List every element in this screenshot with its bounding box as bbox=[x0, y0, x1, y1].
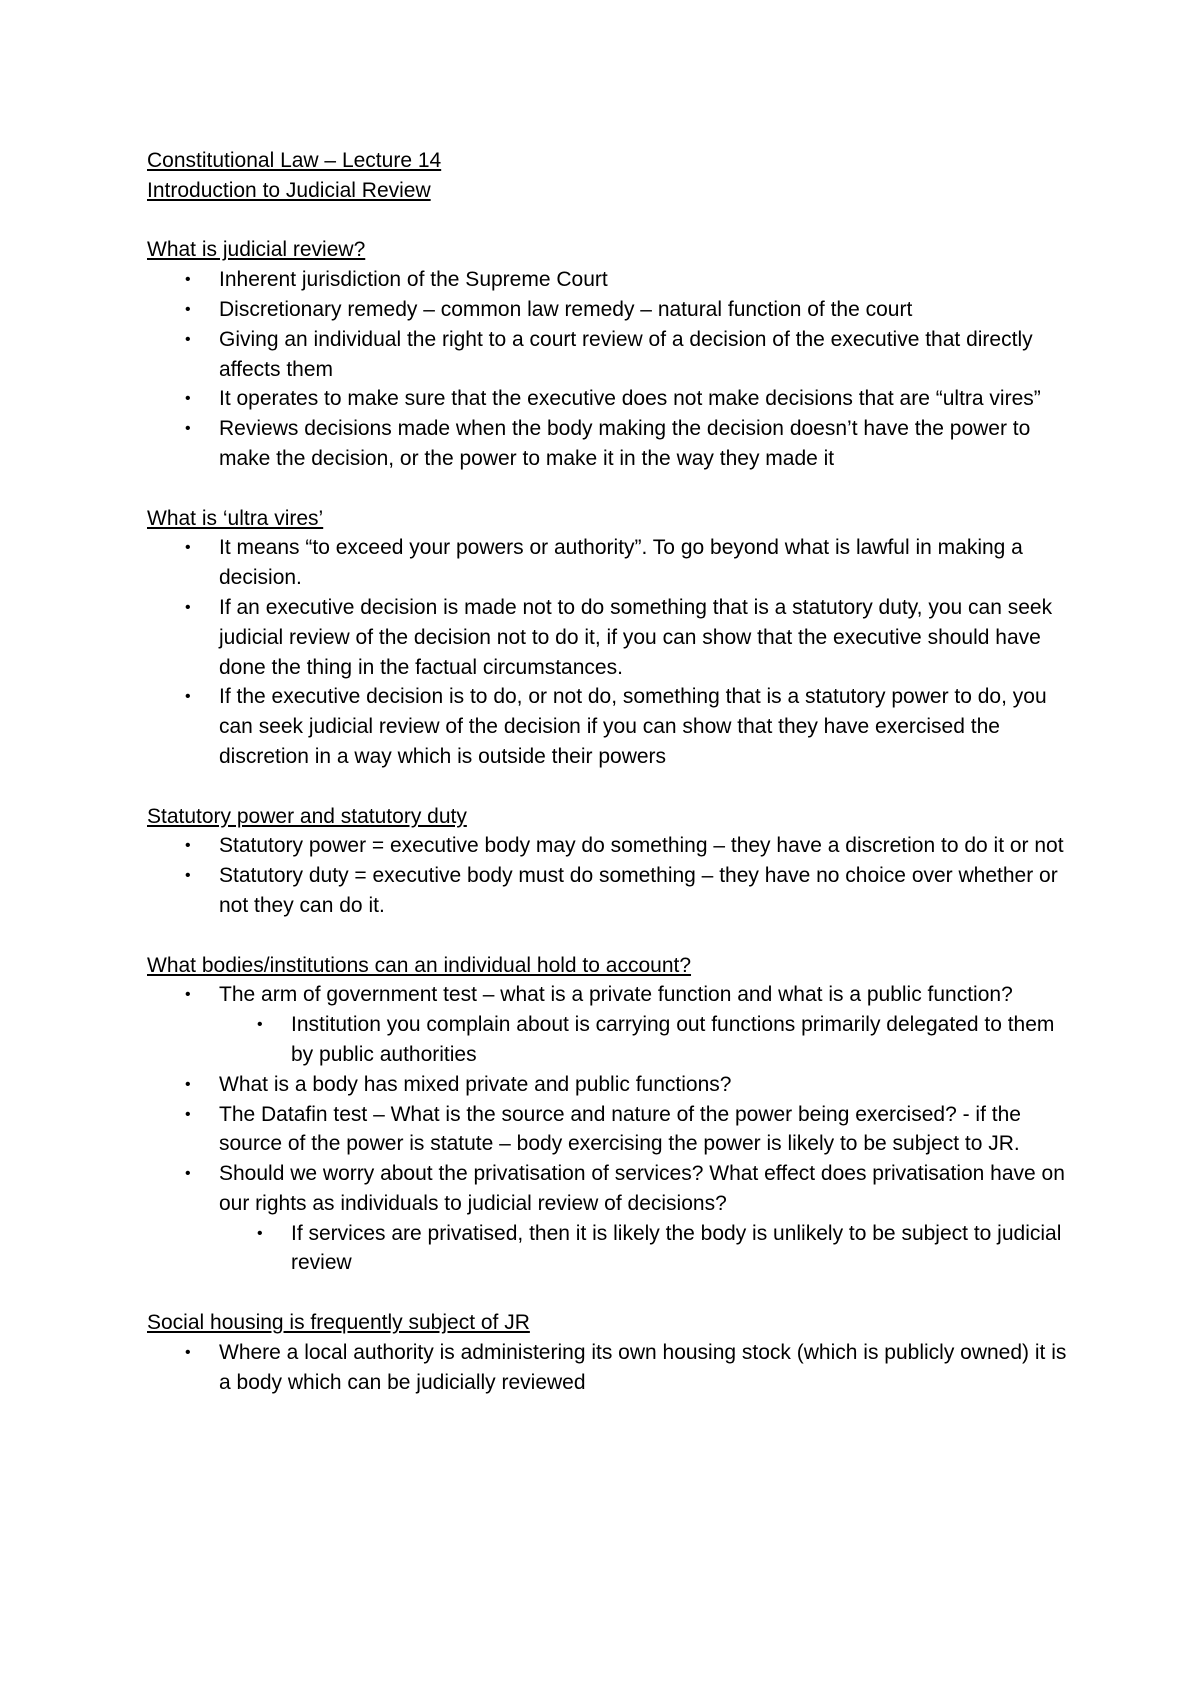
bullet-text: Where a local authority is administering its own housing stock (which is publicly owned) it is a body which can be judicially reviewed bbox=[219, 1340, 1067, 1394]
bullet-item bbox=[147, 861, 1077, 921]
bullet-item bbox=[147, 682, 1077, 771]
bullet-text: Inherent jurisdiction of the Supreme Court bbox=[219, 268, 608, 292]
section bbox=[147, 802, 1077, 921]
sub-bullet-list bbox=[219, 1010, 1077, 1070]
bullet-item bbox=[147, 384, 1077, 414]
section bbox=[147, 504, 1077, 772]
section bbox=[147, 951, 1077, 1279]
bullet-item bbox=[147, 325, 1077, 385]
bullet-item bbox=[147, 265, 1077, 295]
bullet-list bbox=[147, 265, 1077, 474]
section-heading: What bodies/institutions can an individual hold to account? bbox=[147, 953, 692, 977]
sub-bullet-item: • If services are privatised, then it is likely the body is unlikely to be subject to judicial review bbox=[219, 1219, 1077, 1279]
bullet-item bbox=[147, 414, 1077, 474]
bullet-text: Discretionary remedy – common law remedy – natural function of the court bbox=[219, 297, 913, 321]
sub-bullet-item: • Institution you complain about is carrying out functions primarily delegated to them by public authorities bbox=[219, 1010, 1077, 1070]
section-heading: What is judicial review? bbox=[147, 238, 366, 262]
document-title: Constitutional Law – Lecture 14 bbox=[147, 149, 442, 172]
bullet-text: It operates to make sure that the executive does not make decisions that are “ultra vires” bbox=[219, 387, 1041, 411]
bullet-item bbox=[147, 1070, 1077, 1100]
bullet-text: Statutory duty = executive body must do something – they have no choice over whether or not they can do it. bbox=[219, 864, 1058, 917]
bullet-text: The Datafin test – What is the source and nature of the power being exercised? - if the source of the power is statute – body exercising the power is likely to be subject to JR. bbox=[219, 1102, 1021, 1156]
section-heading: Social housing is frequently subject of JR bbox=[147, 1311, 530, 1335]
bullet-item bbox=[147, 831, 1077, 861]
bullet-text: Statutory power = executive body may do something – they have a discretion to do it or not bbox=[219, 834, 1064, 858]
bullet-text: Should we worry about the privatisation of services? What effect does privatisation have on our rights as individuals to judicial review of decisions? bbox=[219, 1162, 1065, 1215]
bullet-item bbox=[147, 593, 1077, 682]
section-heading: Statutory power and statutory duty bbox=[147, 804, 467, 828]
bullet-list bbox=[147, 533, 1077, 771]
bullet-text: Reviews decisions made when the body making the decision doesn’t have the power to make the decision, or the power to make it in the way they made it bbox=[219, 417, 1031, 470]
bullet-item bbox=[147, 295, 1077, 325]
section bbox=[147, 1308, 1077, 1397]
bullet-item bbox=[147, 533, 1077, 593]
bullet-text: If an executive decision is made not to do something that is a statutory duty, you can seek judicial review of the decision not to do it, if you can show that the executive should have done the thing in the factual circumstances. bbox=[219, 595, 1053, 679]
bullet-text: What is a body has mixed private and public functions? bbox=[219, 1072, 732, 1096]
sections-container bbox=[147, 235, 1077, 1397]
sub-bullet-list bbox=[219, 1219, 1077, 1279]
bullet-text: It means “to exceed your powers or authority”. To go beyond what is lawful in making a decision. bbox=[219, 536, 1023, 590]
bullet-text: If the executive decision is to do, or not do, something that is a statutory power to do, you can seek judicial review of the decision if you can show that they have exercised the discretion in a way which is outside their powers bbox=[219, 685, 1047, 768]
bullet-list bbox=[147, 831, 1077, 920]
bullet-item bbox=[147, 1338, 1077, 1398]
bullet-text: Giving an individual the right to a court review of a decision of the executive that directly affects them bbox=[219, 327, 1033, 381]
bullet-list bbox=[147, 1338, 1077, 1398]
document-page bbox=[147, 146, 1077, 1397]
bullet-item bbox=[147, 1100, 1077, 1160]
section-heading: What is ‘ultra vires’ bbox=[147, 506, 324, 530]
document-subtitle: Introduction to Judicial Review bbox=[147, 178, 431, 202]
bullet-item bbox=[147, 1159, 1077, 1278]
bullet-item bbox=[147, 980, 1077, 1069]
section bbox=[147, 235, 1077, 473]
bullet-list bbox=[147, 980, 1077, 1278]
bullet-text: The arm of government test – what is a private function and what is a public function? bbox=[219, 983, 1013, 1007]
